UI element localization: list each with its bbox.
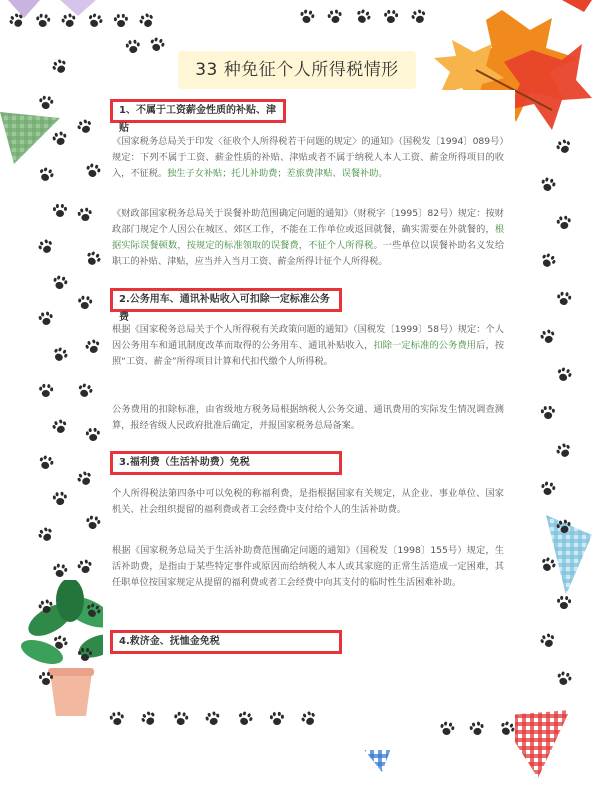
paw-print-icon	[37, 526, 56, 545]
section-heading-2: 2.公务用车、通讯补贴收入可扣除一定标准公务费	[110, 288, 342, 312]
paragraph-3-text-2: 后，按照“工资、薪金”所得项目计算和代扣代缴个人所得税。	[112, 340, 505, 367]
paw-print-icon	[540, 481, 556, 497]
paragraph-2-text-2: 。一些单位以误餐补助名义发给职工的补贴、津贴，应当并入当月工资、薪金所得计征个人所得税。	[112, 240, 505, 267]
paw-print-icon	[148, 36, 165, 53]
paw-print-icon	[138, 12, 157, 31]
paw-print-icon	[78, 648, 92, 662]
paw-print-icon	[555, 366, 573, 384]
paw-print-icon	[76, 559, 93, 576]
paw-print-icon	[51, 346, 70, 365]
paragraph-6	[112, 543, 504, 591]
paw-print-icon	[539, 176, 556, 193]
paw-print-icon	[85, 428, 100, 443]
paw-print-icon	[83, 250, 102, 269]
paragraph-4-text: 公务费用的扣除标准，由省级地方税务局根据纳税人公务交通、通讯费用的实际发生情况调查测算，报经省级人民政府批准后确定，并报国家税务总局备案。	[112, 404, 504, 431]
paw-print-icon	[557, 596, 571, 610]
paw-print-icon	[85, 515, 101, 531]
paw-print-icon	[173, 711, 189, 727]
paw-print-icon	[39, 672, 53, 686]
paw-print-icon	[52, 563, 68, 579]
paw-print-icon	[38, 311, 54, 327]
section-heading-1: 1、不属于工资薪金性质的补贴、津贴	[110, 99, 286, 123]
paw-print-icon	[556, 519, 573, 536]
paragraph-1-text: 《国家税务总局关于印发〈征收个人所得税若干问题的规定〉的通知》（国税发〔1994〕089号）规定：下列不属于工资、薪金性质的补贴、津贴或者不属于纳税人本人工资、薪金所得项目的收入，不征税。	[112, 136, 504, 179]
paw-print-icon	[38, 454, 56, 472]
paw-print-icon	[114, 14, 128, 28]
paw-print-icon	[538, 251, 557, 270]
paw-print-icon	[539, 632, 557, 650]
paw-print-icon	[539, 328, 556, 345]
paragraph-5-text: 个人所得税法第四条中可以免税的称福利费，是指根据国家有关规定，从企业、事业单位、国家机关、社会组织提留的福利费或者工会经费中支付给个人的生活补助费。	[112, 488, 504, 515]
paragraph-2	[112, 206, 504, 270]
paw-print-icon	[327, 9, 343, 25]
paw-print-icon	[39, 384, 54, 399]
paw-print-icon	[270, 712, 284, 726]
paw-print-icon	[37, 238, 55, 256]
bunting-right-blue	[506, 515, 592, 595]
paragraph-1-highlight: 独生子女补贴；托儿补助费；差旅费津贴、误餐补助。	[167, 168, 388, 179]
paw-print-icon	[75, 470, 94, 489]
paragraph-4	[112, 402, 504, 434]
paw-print-icon	[555, 670, 572, 687]
paw-print-icon	[76, 118, 94, 136]
paw-print-icon	[556, 291, 571, 306]
section-heading-3: 3.福利费（生活补助费）免税	[110, 451, 342, 475]
paragraph-2-highlight: 根据实际误餐顿数，按规定的标准领取的误餐费，不征个人所得税	[112, 224, 504, 251]
paw-print-icon	[37, 166, 55, 184]
paw-print-icon	[35, 13, 51, 29]
paw-print-icon	[52, 130, 69, 147]
paw-print-icon	[541, 406, 556, 421]
paw-print-icon	[76, 382, 94, 400]
page-title: 33 种免征个人所得税情形	[195, 60, 399, 80]
paw-print-icon	[51, 418, 69, 436]
paw-print-icon	[38, 95, 54, 111]
section-heading-4: 4.救济金、抚恤金免税	[110, 630, 342, 654]
paw-print-icon	[84, 163, 101, 180]
paw-print-icon	[52, 275, 69, 292]
paw-print-icon	[109, 711, 125, 727]
paw-print-icon	[354, 8, 373, 27]
paw-print-icon	[469, 721, 485, 737]
paw-print-icon	[53, 491, 68, 506]
paragraph-1	[112, 134, 504, 182]
paw-print-icon	[384, 10, 399, 25]
paw-print-icon	[299, 9, 316, 26]
paw-print-icon	[555, 442, 574, 461]
paw-print-icon	[556, 215, 572, 231]
paw-print-icon	[84, 338, 102, 356]
paw-print-icon	[51, 57, 70, 76]
paw-print-icon	[77, 295, 92, 310]
paw-print-icon	[439, 721, 456, 738]
paw-print-icon	[125, 39, 140, 54]
paragraph-3-text-1: 根据《国家税务总局关于个人所得税有关政策问题的通知》（国税发〔1999〕58号）规定：个人因公务用车和通讯制度改革而取得的公务用车、通讯补贴收入，	[112, 324, 504, 351]
paragraph-5	[112, 486, 504, 518]
paw-print-icon	[53, 204, 67, 218]
paragraph-3-highlight: 扣除一定标准的公务费用	[373, 340, 477, 351]
paw-print-icon	[77, 207, 93, 223]
paragraph-6-text: 根据《国家税务总局关于生活补助费范围确定问题的通知》（国税发〔1998〕155号）规定，生活补助费，是指由于某些特定事件或原因而给纳税人本人或其家庭的正常生活造成一定困难，其任职单位按国家规定从提留的福利费或者工会经费中向其支付的临时性生活困难补助。	[112, 545, 504, 588]
paragraph-2-text-1: 《财政部国家税务总局关于误餐补助范围确定问题的通知》（财税字〔1995〕82号）规定：按财政部门规定个人因公在城区、郊区工作，不能在工作单位或返回就餐，确实需要在外就餐的，	[112, 208, 504, 235]
paragraph-3	[112, 322, 504, 370]
